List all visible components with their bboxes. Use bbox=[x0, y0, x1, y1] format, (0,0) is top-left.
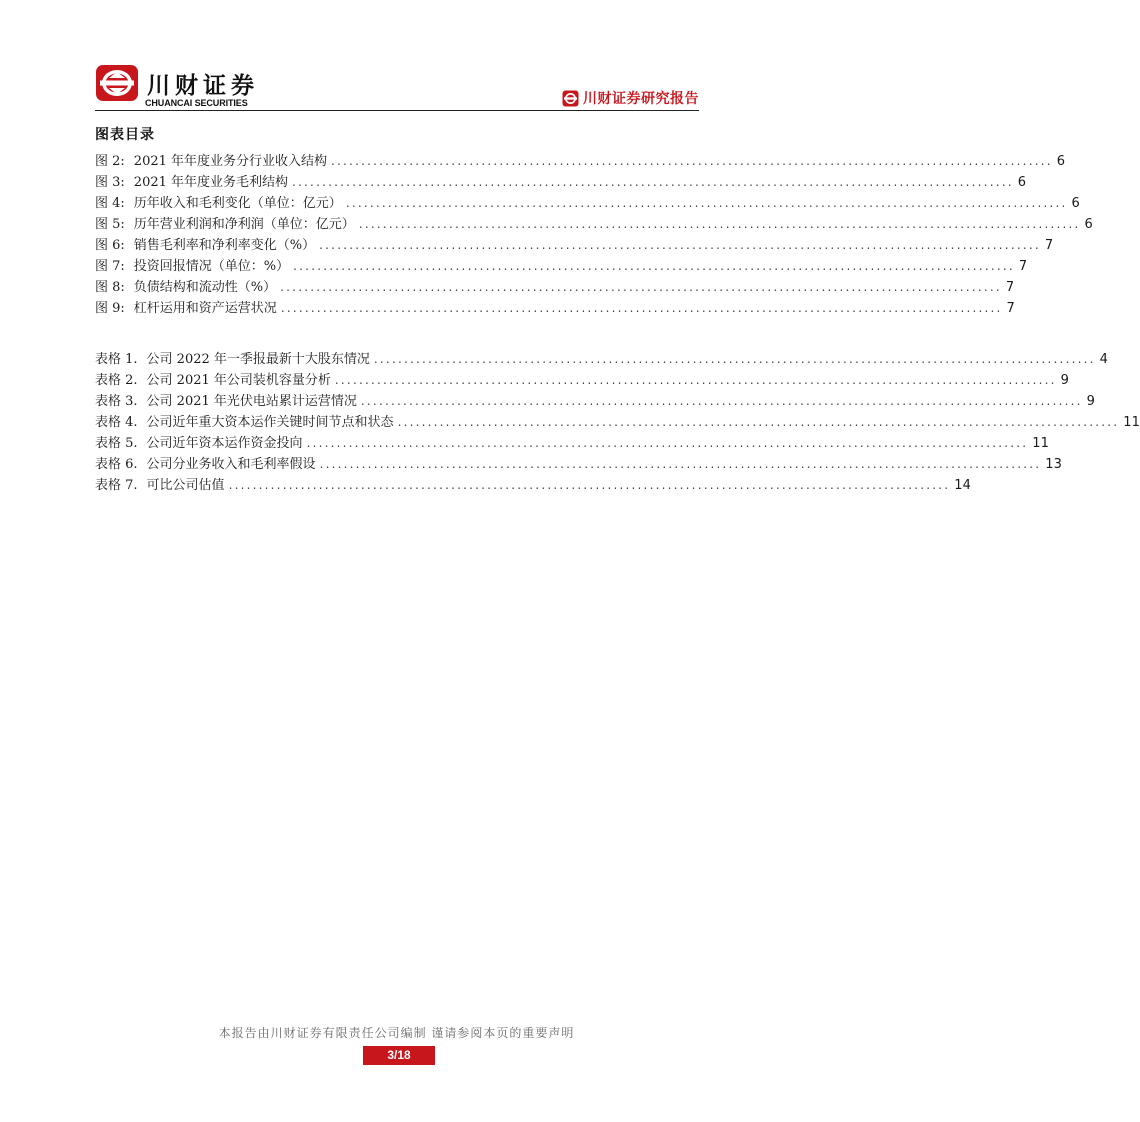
toc-leader-dots: ........................................................................................................................ bbox=[373, 352, 1096, 366]
toc-entry-text: 公司 2022 年一季报最新十大股东情况 bbox=[146, 352, 370, 367]
toc-title: 图表目录 bbox=[95, 127, 155, 143]
chuancai-small-logo-icon bbox=[562, 90, 579, 107]
toc-entry-label: 表格 6. bbox=[95, 457, 138, 472]
toc-entry-page: 4 bbox=[1099, 352, 1108, 367]
toc-entry-figure-6[interactable] bbox=[95, 234, 1054, 255]
toc-entry-page: 13 bbox=[1045, 457, 1062, 472]
toc-entry-text: 2021 年年度业务分行业收入结构 bbox=[133, 154, 328, 169]
toc-entry-figure-7[interactable] bbox=[95, 255, 1028, 276]
toc-entry-page: 7 bbox=[1018, 259, 1028, 274]
toc-entry-label: 表格 7. bbox=[95, 478, 138, 493]
toc-entry-table-7[interactable] bbox=[95, 474, 971, 495]
toc-entry-label: 图 2: bbox=[95, 154, 125, 169]
toc-entry-label: 表格 3. bbox=[95, 394, 138, 409]
footer-disclaimer: 本报告由川财证券有限责任公司编制 谨请参阅本页的重要声明 bbox=[218, 1026, 575, 1040]
toc-entry-figure-4[interactable] bbox=[95, 192, 1080, 213]
toc-entry-table-3[interactable] bbox=[95, 390, 1095, 411]
toc-entry-text: 可比公司估值 bbox=[146, 478, 225, 493]
brand-name-en: CHUANCAI SECURITIES bbox=[145, 98, 248, 108]
header-divider bbox=[95, 110, 699, 111]
toc-leader-dots: ........................................................................................................................ bbox=[345, 196, 1068, 210]
page-header bbox=[95, 64, 699, 110]
toc-entry-label: 图 5: bbox=[95, 217, 125, 232]
toc-entry-text: 2021 年年度业务毛利结构 bbox=[133, 175, 289, 190]
toc-entry-text: 公司 2021 年公司装机容量分析 bbox=[146, 373, 331, 388]
toc-entry-text: 历年营业利润和净利润（单位：亿元） bbox=[133, 217, 355, 232]
toc-entry-figure-2[interactable] bbox=[95, 150, 1066, 171]
toc-entry-figure-9[interactable] bbox=[95, 297, 1015, 318]
report-label bbox=[562, 88, 699, 108]
toc-entry-label: 图 6: bbox=[95, 238, 125, 253]
toc-entry-page: 7 bbox=[1006, 301, 1015, 316]
toc-entry-label: 图 3: bbox=[95, 175, 125, 190]
toc-entry-page: 14 bbox=[954, 478, 971, 493]
chuancai-logo-icon bbox=[95, 64, 139, 102]
toc-leader-dots: ........................................................................................................................ bbox=[306, 436, 1029, 450]
toc-entry-page: 9 bbox=[1060, 373, 1069, 388]
toc-entry-page: 6 bbox=[1017, 175, 1027, 190]
toc-entry-page: 6 bbox=[1084, 217, 1093, 232]
toc-leader-dots: ........................................................................................................................ bbox=[293, 259, 1015, 273]
toc-entry-figure-5[interactable] bbox=[95, 213, 1093, 234]
toc-entry-page: 7 bbox=[1044, 238, 1054, 253]
toc-entry-page: 11 bbox=[1123, 415, 1140, 430]
report-label-text: 川财证券研究报告 bbox=[583, 91, 699, 107]
toc-entry-text: 公司近年重大资本运作关键时间节点和状态 bbox=[146, 415, 394, 430]
toc-entry-label: 表格 4. bbox=[95, 415, 138, 430]
figure-list bbox=[95, 150, 1093, 318]
toc-leader-dots: ........................................................................................................................ bbox=[360, 394, 1083, 408]
toc-entry-label: 图 9: bbox=[95, 301, 125, 316]
toc-entry-page: 9 bbox=[1086, 394, 1095, 409]
toc-entry-table-5[interactable] bbox=[95, 432, 1049, 453]
toc-entry-text: 销售毛利率和净利率变化（%） bbox=[133, 238, 316, 253]
toc-leader-dots: ........................................................................................................................ bbox=[280, 301, 1003, 315]
toc-entry-label: 表格 2. bbox=[95, 373, 138, 388]
toc-entry-text: 历年收入和毛利变化（单位：亿元） bbox=[133, 196, 342, 211]
toc-entry-text: 负债结构和流动性（%） bbox=[133, 280, 277, 295]
toc-entry-text: 公司近年资本运作资金投向 bbox=[146, 436, 303, 451]
toc-entry-page: 11 bbox=[1032, 436, 1049, 451]
table-list bbox=[95, 348, 1140, 495]
toc-entry-text: 杠杆运用和资产运营状况 bbox=[133, 301, 277, 316]
toc-entry-label: 表格 5. bbox=[95, 436, 138, 451]
toc-leader-dots: ........................................................................................................................ bbox=[331, 154, 1053, 168]
toc-entry-page: 7 bbox=[1005, 280, 1015, 295]
toc-entry-text: 公司分业务收入和毛利率假设 bbox=[146, 457, 316, 472]
page-number-badge: 3/18 bbox=[363, 1046, 435, 1065]
toc-entry-table-1[interactable] bbox=[95, 348, 1108, 369]
toc-entry-figure-3[interactable] bbox=[95, 171, 1027, 192]
toc-entry-text: 公司 2021 年光伏电站累计运营情况 bbox=[146, 394, 357, 409]
toc-leader-dots: ........................................................................................................................ bbox=[319, 238, 1041, 252]
toc-leader-dots: ........................................................................................................................ bbox=[334, 373, 1057, 387]
toc-entry-label: 表格 1. bbox=[95, 352, 138, 367]
toc-entry-label: 图 4: bbox=[95, 196, 125, 211]
toc-leader-dots: ........................................................................................................................ bbox=[319, 457, 1042, 471]
toc-leader-dots: ........................................................................................................................ bbox=[397, 415, 1120, 429]
toc-entry-table-4[interactable] bbox=[95, 411, 1140, 432]
toc-entry-text: 投资回报情况（单位：%） bbox=[133, 259, 290, 274]
toc-leader-dots: ........................................................................................................................ bbox=[292, 175, 1014, 189]
toc-entry-table-6[interactable] bbox=[95, 453, 1062, 474]
toc-leader-dots: ........................................................................................................................ bbox=[358, 217, 1081, 231]
toc-entry-page: 6 bbox=[1056, 154, 1066, 169]
toc-entry-label: 图 7: bbox=[95, 259, 125, 274]
toc-leader-dots: ........................................................................................................................ bbox=[228, 478, 951, 492]
brand-name-cn: 川财证券 bbox=[147, 73, 259, 99]
toc-entry-figure-8[interactable] bbox=[95, 276, 1015, 297]
toc-entry-page: 6 bbox=[1071, 196, 1080, 211]
toc-leader-dots: ........................................................................................................................ bbox=[280, 280, 1002, 294]
toc-entry-table-2[interactable] bbox=[95, 369, 1069, 390]
toc-entry-label: 图 8: bbox=[95, 280, 125, 295]
